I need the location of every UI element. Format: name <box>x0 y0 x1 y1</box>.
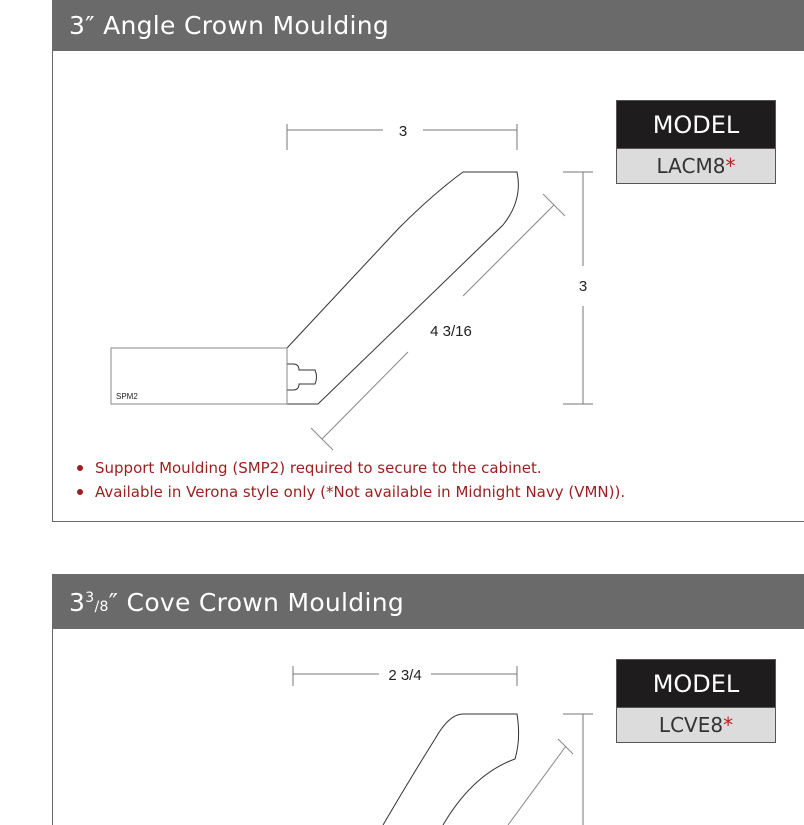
moulding-profile <box>383 714 519 825</box>
moulding-profile <box>287 172 518 404</box>
model-code <box>617 707 775 742</box>
model-box <box>616 659 776 743</box>
height-label: 3 <box>578 278 588 295</box>
title-whole: 3 <box>69 588 86 617</box>
notes-list <box>73 456 625 504</box>
cove-crown-card <box>52 574 804 825</box>
note-item <box>73 480 625 504</box>
model-code-text: LACM8 <box>656 154 726 178</box>
diagonal-dimension <box>311 194 565 450</box>
model-asterisk: * <box>723 713 734 737</box>
model-box <box>616 100 776 184</box>
support-label: SPM2 <box>116 392 138 401</box>
height-dimension <box>563 714 593 825</box>
note-text: Available in Verona style only (*Not available in Midnight Navy (VMN)). <box>95 483 626 501</box>
model-label: MODEL <box>617 660 775 707</box>
diagonal-dimension <box>508 739 573 825</box>
angle-crown-drawing <box>53 0 804 522</box>
section-title: 3″ Angle Crown Moulding <box>53 0 804 51</box>
title-fraction-numerator: 3 <box>85 590 95 606</box>
note-item <box>73 456 625 480</box>
model-code <box>617 148 775 183</box>
model-label: MODEL <box>617 101 775 148</box>
bullet-icon <box>77 489 83 495</box>
title-fraction-denominator: /8 <box>94 599 109 615</box>
model-code-text: LCVE8 <box>658 713 724 737</box>
width-label: 2 3/4 <box>388 667 422 684</box>
bullet-icon <box>77 465 83 471</box>
note-text: Support Moulding (SMP2) required to secure to the cabinet. <box>95 459 542 477</box>
width-label: 3 <box>398 123 408 140</box>
title-rest: ″ Cove Crown Moulding <box>108 588 405 617</box>
diagonal-label: 4 3/16 <box>430 323 472 340</box>
angle-crown-card <box>52 0 804 522</box>
model-asterisk: * <box>725 154 736 178</box>
